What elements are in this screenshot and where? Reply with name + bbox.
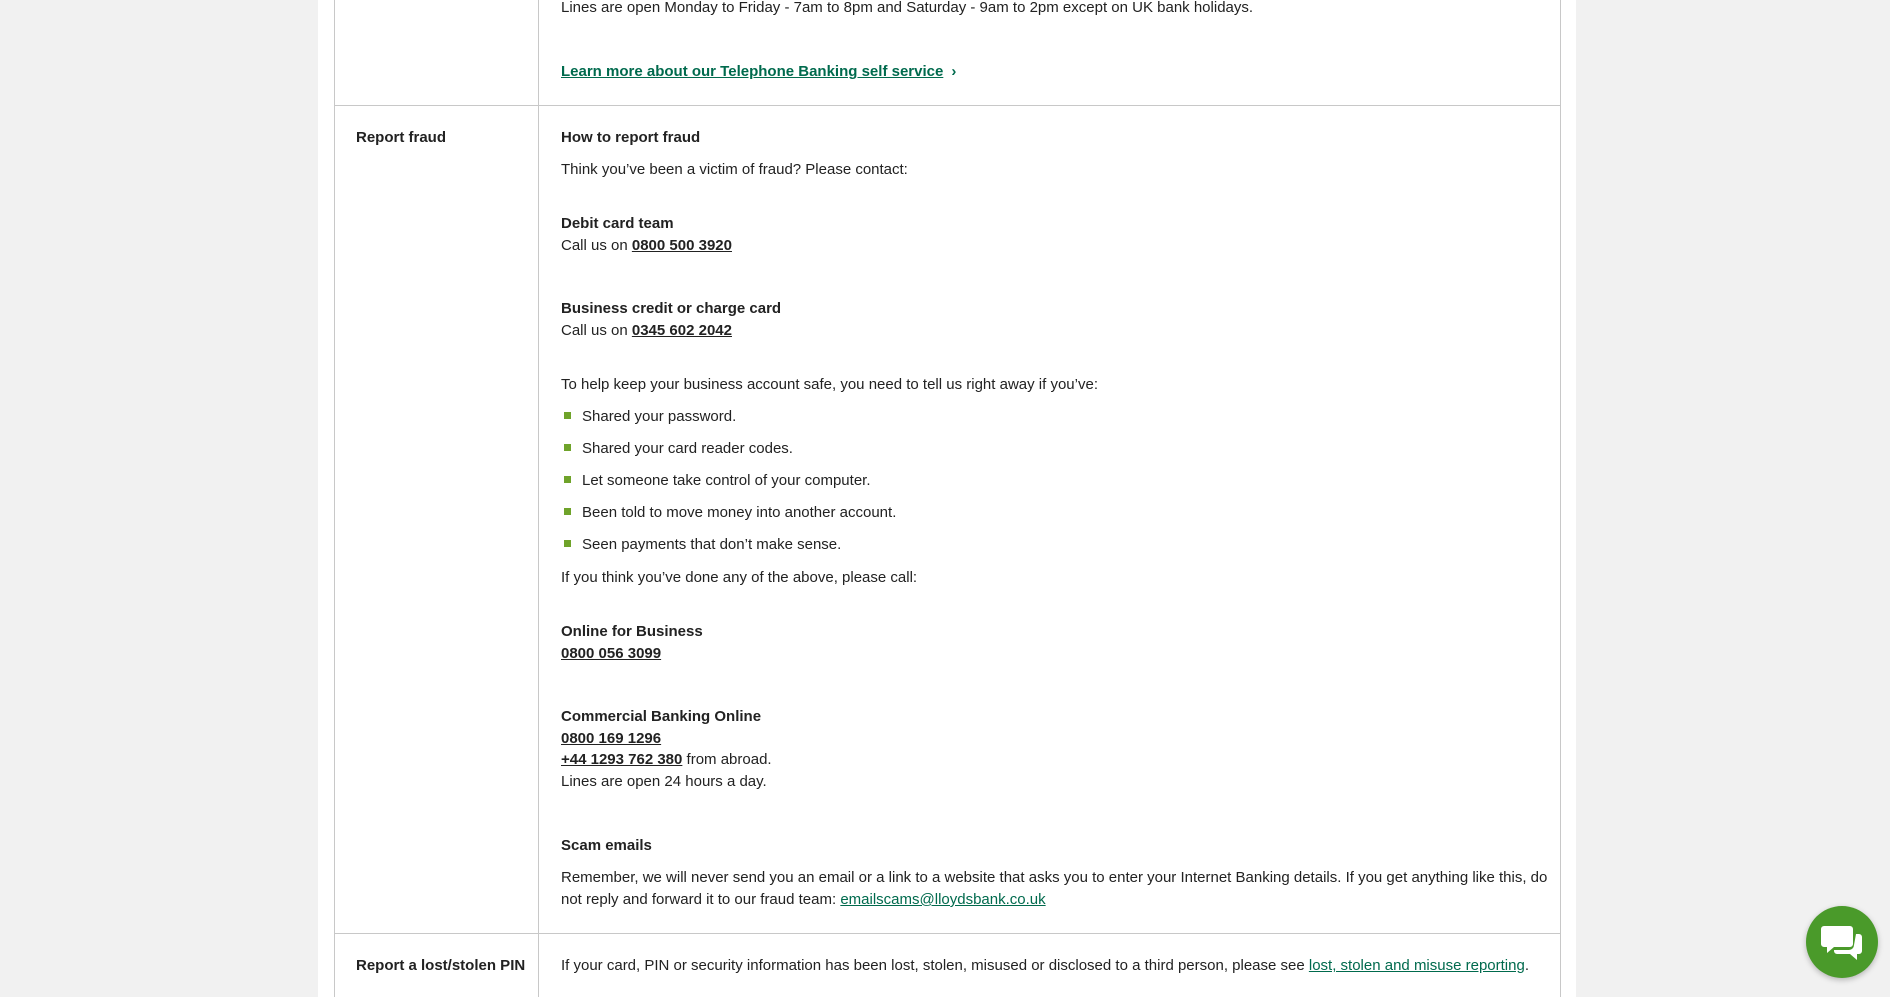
page-content bbox=[318, 0, 1576, 997]
bullet-item: Been told to move money into another account. bbox=[582, 504, 897, 521]
bullet-item: Let someone take control of your computer. bbox=[582, 472, 871, 489]
business-card-phone-link[interactable]: 0345 602 2042 bbox=[631, 322, 732, 339]
table-left-border bbox=[334, 0, 335, 997]
report-fraud-label: Report fraud bbox=[356, 129, 446, 146]
help-keep-safe-text: To help keep your business account safe, you need to tell us right away if you’ve: bbox=[561, 376, 1098, 393]
table-row-divider bbox=[334, 105, 1560, 106]
bullet-icon bbox=[564, 444, 571, 451]
commercial-hours-text: Lines are open 24 hours a day. bbox=[561, 773, 767, 790]
table-right-border bbox=[1560, 0, 1561, 997]
scam-text-line2 bbox=[561, 890, 1046, 910]
learn-more-telephone-banking-link[interactable]: Learn more about our Telephone Banking self service bbox=[561, 63, 944, 80]
online-business-phone-link[interactable]: 0800 056 3099 bbox=[561, 645, 662, 662]
fraud-email-link[interactable]: emailscams@lloydsbank.co.uk bbox=[840, 891, 1046, 908]
lost-pin-text bbox=[561, 956, 1529, 976]
lost-stolen-misuse-link[interactable]: lost, stolen and misuse reporting bbox=[1308, 957, 1525, 974]
commercial-banking-title: Commercial Banking Online bbox=[561, 708, 762, 725]
scam-text-prefix: not reply and forward it to our fraud team: bbox=[561, 891, 837, 908]
bullet-icon bbox=[564, 508, 571, 515]
commercial-abroad-line bbox=[561, 750, 772, 770]
business-card-title: Business credit or charge card bbox=[561, 300, 782, 317]
chevron-right-icon: › bbox=[951, 63, 957, 80]
bullet-item: Shared your password. bbox=[582, 408, 737, 425]
debit-card-call-line bbox=[561, 236, 732, 256]
chat-bubbles-icon bbox=[1820, 922, 1864, 962]
debit-card-team-title: Debit card team bbox=[561, 215, 674, 232]
lost-pin-text-suffix: . bbox=[1524, 957, 1529, 974]
commercial-phone-line bbox=[561, 729, 661, 749]
telephone-hours-text: Lines are open Monday to Friday - 7am to 8pm and Saturday - 9am to 2pm except on UK bank holidays. bbox=[561, 0, 1254, 16]
lost-pin-label: Report a lost/stolen PIN bbox=[356, 957, 526, 974]
scam-emails-title: Scam emails bbox=[561, 837, 652, 854]
business-card-call-line bbox=[561, 321, 732, 341]
lost-pin-text-prefix: If your card, PIN or security information has been lost, stolen, misused or disclosed to a third person, please see bbox=[561, 957, 1305, 974]
chat-button[interactable] bbox=[1806, 906, 1878, 978]
commercial-abroad-phone-link[interactable]: +44 1293 762 380 bbox=[561, 751, 683, 768]
bullet-icon bbox=[564, 540, 571, 547]
debit-call-prefix: Call us on bbox=[561, 237, 628, 254]
call-if-done-text: If you think you’ve done any of the above, please call: bbox=[561, 569, 918, 586]
debit-card-phone-link[interactable]: 0800 500 3920 bbox=[631, 237, 732, 254]
abroad-suffix: from abroad. bbox=[686, 751, 772, 768]
bullet-item: Shared your card reader codes. bbox=[582, 440, 793, 457]
table-row-divider bbox=[334, 933, 1560, 934]
online-business-phone-line bbox=[561, 644, 661, 664]
telephone-learn-more bbox=[561, 62, 956, 82]
commercial-phone-link[interactable]: 0800 169 1296 bbox=[561, 730, 662, 747]
fraud-intro-text: Think you’ve been a victim of fraud? Please contact: bbox=[561, 161, 908, 178]
bullet-item: Seen payments that don’t make sense. bbox=[582, 536, 842, 553]
table-column-divider bbox=[538, 0, 539, 997]
bullet-icon bbox=[564, 476, 571, 483]
online-for-business-title: Online for Business bbox=[561, 623, 703, 640]
bullet-icon bbox=[564, 412, 571, 419]
business-call-prefix: Call us on bbox=[561, 322, 628, 339]
scam-text-line1: Remember, we will never send you an email or a link to a website that asks you to enter your Internet Banking details. If you get anything like this, do bbox=[561, 869, 1548, 886]
how-to-report-fraud-heading: How to report fraud bbox=[561, 129, 701, 146]
